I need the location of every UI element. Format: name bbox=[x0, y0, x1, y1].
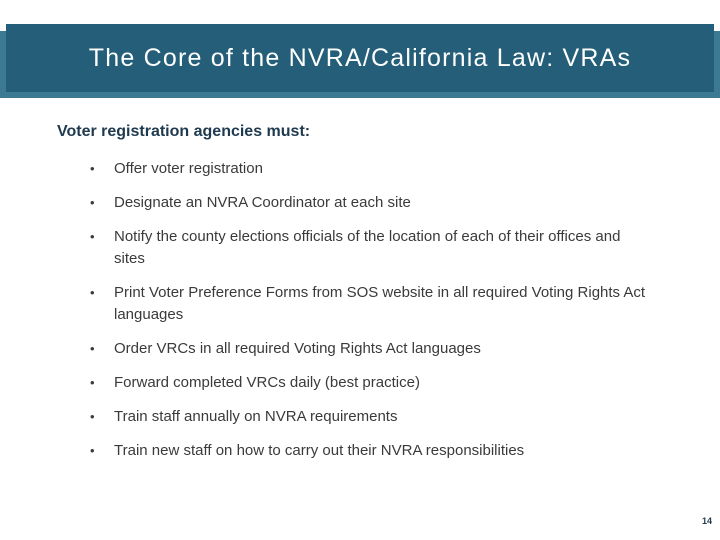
bullet-dot: • bbox=[90, 285, 95, 300]
bullet-dot: • bbox=[90, 161, 95, 176]
bullet-dot: • bbox=[90, 375, 95, 390]
bullet-dot: • bbox=[90, 229, 95, 244]
bullet-dot: • bbox=[90, 443, 95, 458]
bullet-dot: • bbox=[90, 409, 95, 424]
list-item-text: Offer voter registration bbox=[114, 160, 263, 177]
list-item-text: Designate an NVRA Coordinator at each site bbox=[114, 194, 411, 211]
subheading: Voter registration agencies must: bbox=[57, 123, 311, 140]
list-item-text: Print Voter Preference Forms from SOS website in all required Voting Rights Act languages bbox=[114, 284, 646, 323]
list-item-text: Train staff annually on NVRA requirements bbox=[114, 408, 398, 425]
slide-title: The Core of the NVRA/California Law: VRAs bbox=[88, 43, 632, 72]
list-item bbox=[90, 226, 650, 270]
list-item-text: Train new staff on how to carry out their NVRA responsibilities bbox=[114, 442, 525, 459]
bullet-dot: • bbox=[90, 341, 95, 356]
bullet-list bbox=[90, 158, 650, 474]
list-item bbox=[90, 282, 650, 326]
title-bar bbox=[6, 24, 714, 92]
list-item bbox=[90, 192, 650, 214]
bullet-dot: • bbox=[90, 195, 95, 210]
list-item-text: Notify the county elections officials of the location of each of their offices and sites bbox=[114, 228, 621, 267]
list-item bbox=[90, 372, 650, 394]
page-number: 14 bbox=[701, 516, 712, 526]
list-item bbox=[90, 158, 650, 180]
list-item-text: Order VRCs in all required Voting Rights Act languages bbox=[114, 340, 481, 357]
list-item bbox=[90, 406, 650, 428]
list-item bbox=[90, 440, 650, 462]
list-item bbox=[90, 338, 650, 360]
list-item-text: Forward completed VRCs daily (best practice) bbox=[114, 374, 420, 391]
